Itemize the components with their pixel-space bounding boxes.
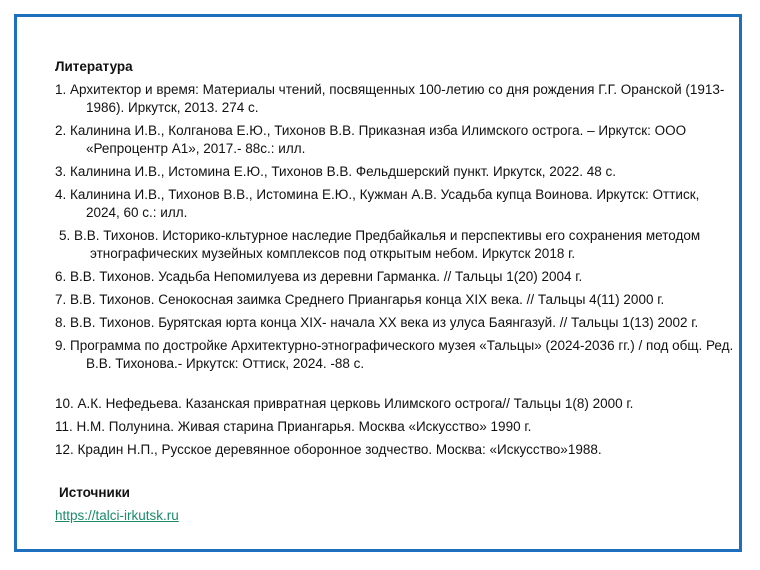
slide-frame	[14, 14, 742, 552]
literature-item: 9. Программа по достройке Архитектурно-этнографического музея «Тальцы» (2024-2036 гг.) / под общ. Ред. В.В. Тихонова.- Иркутск: Оттиск, 2024. -88 с.	[55, 338, 734, 371]
literature-item: 1. Архитектор и время: Материалы чтений, посвященных 100-летию со дня рождения Г.Г. Оранской (1913-1986). Иркутск, 2013. 274 с.	[55, 82, 725, 115]
literature-item: 11. Н.М. Полунина. Живая старина Приангарья. Москва «Искусство» 1990 г.	[55, 419, 532, 434]
literature-item: 4. Калинина И.В., Тихонов В.В., Истомина Е.Ю., Кужман А.В. Усадьба купца Воинова. Иркутск: Оттиск, 2024, 60 с.: илл.	[55, 187, 700, 220]
literature-item: 5. В.В. Тихонов. Историко-кльтурное наследие Предбайкалья и перспективы его сохранения методом этнографических музейных комплексов под открытым небом. Иркутск 2018 г.	[59, 228, 701, 261]
literature-item: 6. В.В. Тихонов. Усадьба Непомилуева из деревни Гарманка. // Тальцы 1(20) 2004 г.	[55, 269, 583, 284]
literature-heading: Литература	[55, 59, 133, 74]
literature-item: 3. Калинина И.В., Истомина Е.Ю., Тихонов В.В. Фельдшерский пункт. Иркутск, 2022. 48 с.	[55, 164, 617, 179]
sources-heading: Источники	[59, 485, 130, 500]
literature-item: 12. Крадин Н.П., Русское деревянное оборонное зодчество. Москва: «Искусство»1988.	[55, 442, 602, 457]
literature-item: 10. А.К. Нефедьева. Казанская привратная церковь Илимского острога// Тальцы 1(8) 2000 г.	[55, 396, 634, 411]
literature-item: 2. Калинина И.В., Колганова Е.Ю., Тихонов В.В. Приказная изба Илимского острога. – Иркутск: ООО «Репроцентр А1», 2017.- 88с.: илл.	[55, 123, 687, 156]
references-section	[55, 59, 735, 525]
sources-link[interactable]: https://talci-irkutsk.ru	[55, 508, 179, 523]
literature-item: 7. В.В. Тихонов. Сенокосная заимка Среднего Приангарья конца XIX века. // Тальцы 4(11) 2000 г.	[55, 292, 665, 307]
literature-item: 8. В.В. Тихонов. Бурятская юрта конца XIX- начала XX века из улуса Баянгазуй. // Тальцы 1(13) 2002 г.	[55, 315, 699, 330]
literature-list	[55, 81, 735, 459]
